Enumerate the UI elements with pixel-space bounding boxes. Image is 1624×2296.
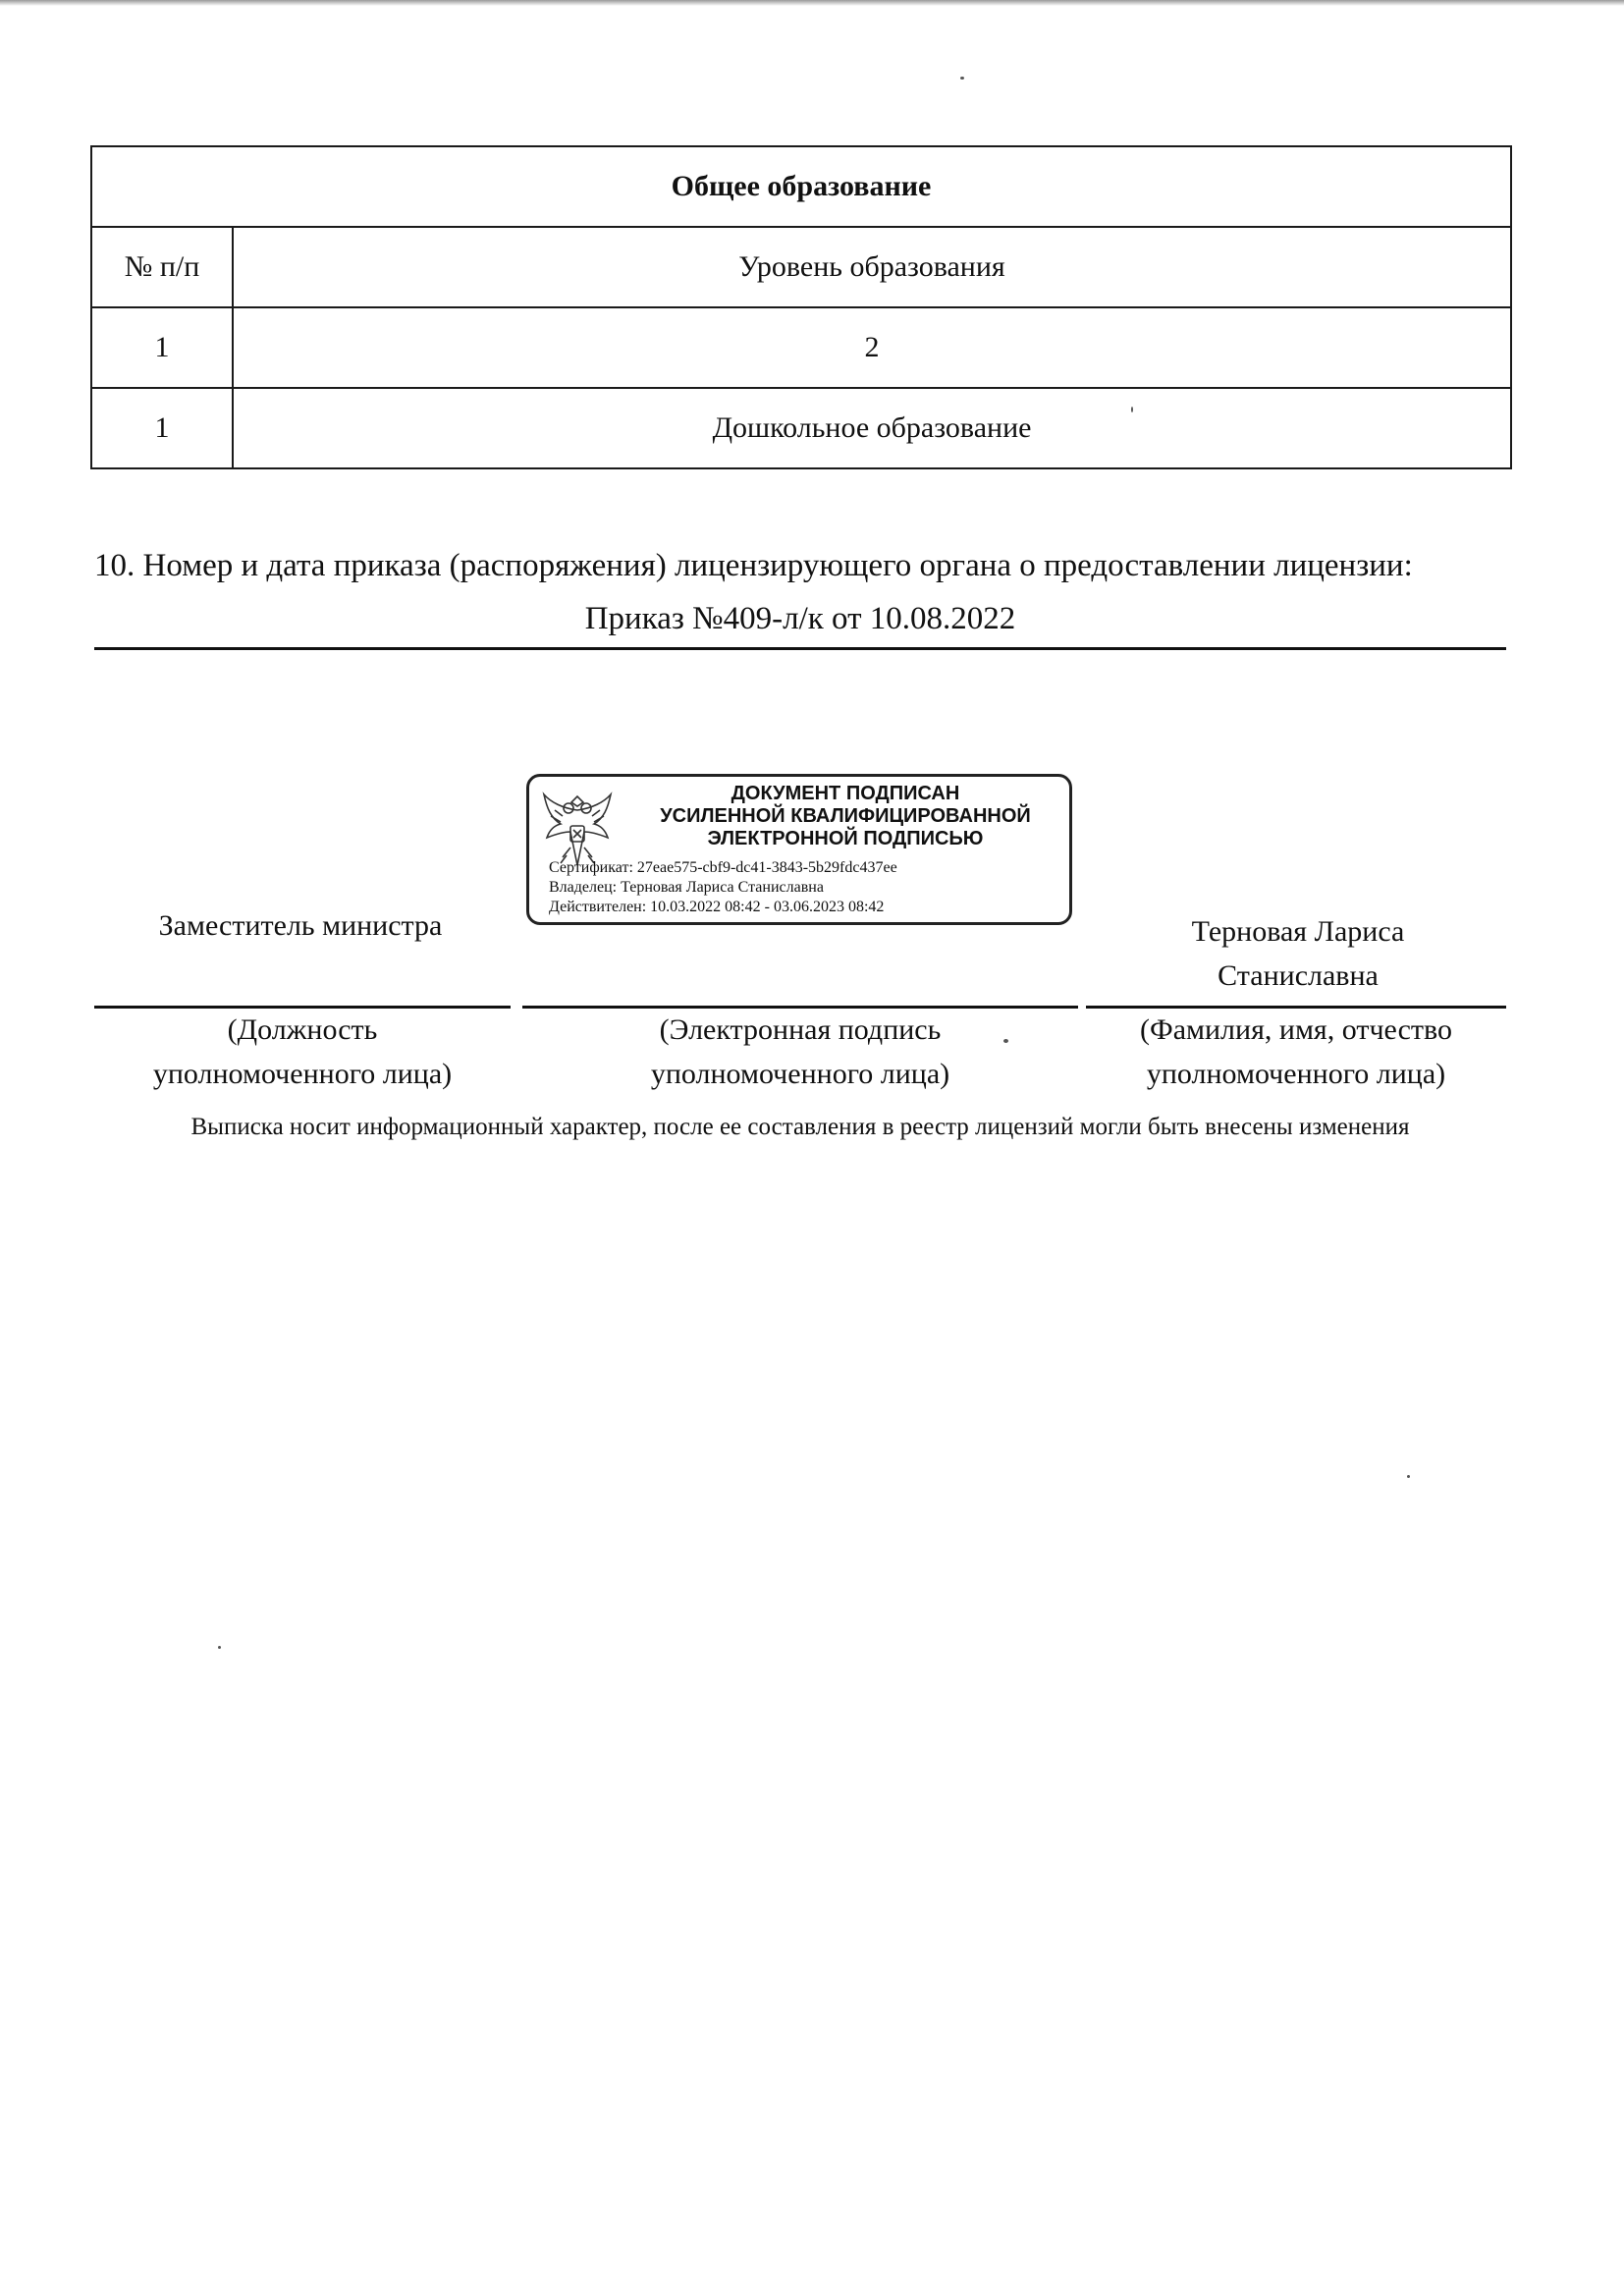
scan-top-edge: [0, 0, 1624, 6]
stamp-owner: Владелец: Терновая Лариса Станиславна: [549, 879, 824, 896]
stamp-heading-line: УСИЛЕННОЙ КВАЛИФИЦИРОВАННОЙ: [660, 805, 1031, 827]
scan-speck: [960, 77, 964, 80]
name-caption: [1086, 1008, 1506, 1096]
caption-line: уполномоченного лица): [152, 1058, 453, 1090]
signer-name-line: Терновая Лариса: [1191, 915, 1405, 948]
column-header-level: Уровень образования: [233, 227, 1511, 307]
stamp-heading: [620, 783, 1071, 850]
order-underline: [94, 647, 1506, 650]
stamp-heading-line: ЭЛЕКТРОННОЙ ПОДПИСЬЮ: [707, 828, 984, 849]
position-caption: [94, 1008, 511, 1096]
stamp-validity: Действителен: 10.03.2022 08:42 - 03.06.2023 08:42: [549, 899, 885, 915]
signer-position: Заместитель министра: [158, 909, 443, 942]
table-header-row: [91, 227, 1511, 307]
scan-speck: [1003, 1039, 1008, 1043]
caption-line: уполномоченного лица): [650, 1058, 950, 1090]
table-title-row: [91, 146, 1511, 227]
order-value: Приказ №409-л/к от 10.08.2022: [584, 601, 1016, 636]
table-row: [91, 388, 1511, 468]
table-cell: 1: [91, 307, 233, 388]
scan-speck: [1407, 1475, 1410, 1478]
order-label: 10. Номер и дата приказа (распоряжения) лицензирующего органа о предоставлении лицензии:: [94, 548, 1413, 583]
scan-speck: [1131, 407, 1133, 412]
electronic-signature-stamp: [526, 774, 1072, 925]
signer-name: [1080, 909, 1516, 998]
caption-line: уполномоченного лица): [1146, 1058, 1446, 1090]
table-cell: 1: [91, 388, 233, 468]
table-cell: 2: [233, 307, 1511, 388]
caption-line: (Фамилия, имя, отчество: [1140, 1013, 1452, 1046]
scan-speck: [218, 1646, 221, 1649]
table-cell: Дошкольное образование: [233, 388, 1511, 468]
caption-line: (Электронная подпись: [659, 1013, 942, 1046]
table-row: [91, 307, 1511, 388]
signer-name-line: Станиславна: [1218, 959, 1379, 992]
caption-line: (Должность: [227, 1013, 378, 1046]
stamp-certificate: Сертификат: 27eae575-cbf9-dc41-3843-5b29fdc437ee: [549, 859, 897, 876]
stamp-heading-line: ДОКУМЕНТ ПОДПИСАН: [731, 783, 960, 804]
education-table: [90, 145, 1512, 469]
signature-caption: [522, 1008, 1078, 1096]
column-header-number: № п/п: [91, 227, 233, 307]
footer-note: Выписка носит информационный характер, после ее составления в реестр лицензий могли быть внесены изменения: [190, 1114, 1410, 1140]
table-title: Общее образование: [91, 146, 1511, 227]
